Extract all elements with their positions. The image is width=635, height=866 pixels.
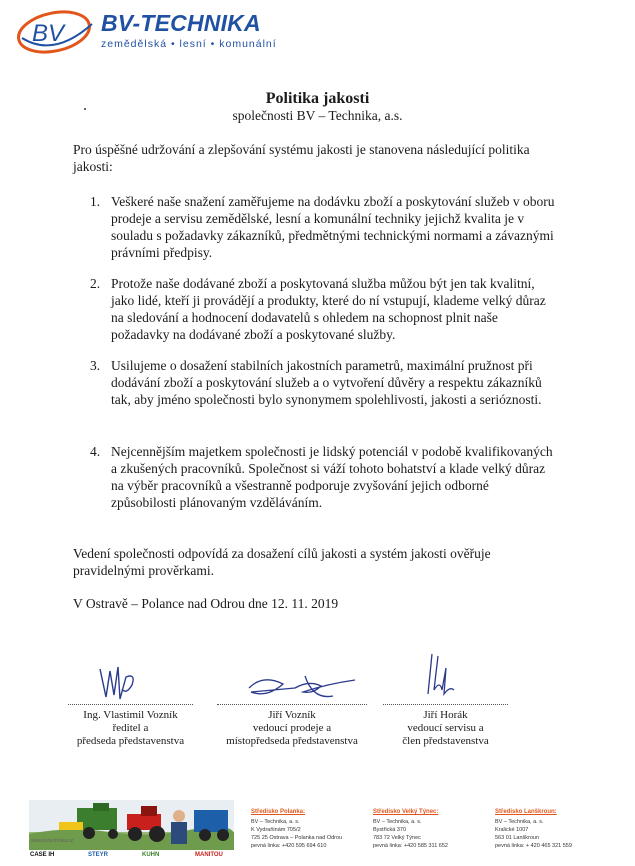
branch-line: BV – Technika, a. s. (373, 819, 422, 825)
brand-logos (30, 852, 240, 862)
brand-tagline: zemědělská • lesní • komunální (101, 38, 277, 50)
branch-line: pevná linka: + 420 465 321 559 (495, 843, 572, 849)
branch-line: BV – Technika, a. s. (251, 819, 300, 825)
branch-lanskroun (495, 808, 615, 850)
footer-url: www.bvtechnika.cz (31, 838, 74, 844)
brand-case-ih: CASE IH (30, 852, 55, 858)
branch-line: pevná linka: +420 585 311 652 (373, 843, 448, 849)
brand-manitou: MANITOU (195, 852, 223, 858)
signature-block (68, 704, 193, 748)
branch-title: Středisko Lanškroun: (495, 809, 557, 815)
policy-text: Nejcennějším majetkem společnosti je lidský potenciál v podobě kvalifikovaných a zkušených pracovníků. Společnost si váží tohoto bohatství a klade velký důraz na výběr pracovníků a všestranně podporuje zvyšování jejich odborné způsobilosti plánovaným vzděláváním. (111, 444, 553, 510)
branch-polanka (251, 808, 371, 850)
branch-line: 725 25 Ostrava – Polanka nad Odrou (251, 835, 343, 841)
branch-line: BV – Technika, a. s. (495, 819, 544, 825)
signature-block (217, 704, 367, 748)
brand-kuhn: KUHN (142, 852, 160, 858)
policy-number: 1. (90, 194, 101, 209)
place-date: V Ostravě – Polance nad Odrou dne 12. 11. 2019 (73, 596, 339, 611)
policy-number: 4. (90, 444, 101, 459)
brand-steyr: STEYR (88, 852, 109, 858)
signatory-role: ředitel a (112, 722, 149, 734)
signature-line (217, 704, 367, 705)
signatory-role: vedoucí servisu a (407, 722, 484, 734)
signatory-role: místopředseda představenstva (226, 735, 358, 747)
policy-text: Usilujeme o dosažení stabilních jakostních parametrů, maximální pružnost při dodávání zboží a poskytování služeb a o vytvoření důvěry a respektu zákazníků tak, aby jméno společnosti bylo synonymem spolehlivosti, jakosti a serióznosti. (111, 358, 542, 407)
policy-text: Protože naše dodávané zboží a poskytovaná služba můžou být jen tak kvalitní, jako lidé, kteří ji provádějí a produkty, které do ní vstupují, klademe velký důraz na sledování a hodnocení dodavatelů s ohledem na schopnost plnit naše požadavky na dodávané zboží a poskytované služby. (111, 276, 546, 342)
branch-line: 783 72 Velký Týnec (373, 835, 421, 841)
branch-line: K Vydraňinám 705/2 (251, 827, 301, 833)
signatory-name: Jiří Horák (423, 709, 468, 721)
closing-paragraph: Vedení společnosti odpovídá za dosažení cílů jakosti a systém jakosti ověřuje pravidelnými prověrkami. (73, 546, 491, 578)
signatory-name: Jiří Vozník (268, 709, 316, 721)
signatory-role: člen představenstva (402, 735, 489, 747)
document-subtitle: společnosti BV – Technika, a.s. (232, 108, 403, 123)
logo-text: BV (32, 20, 65, 47)
branch-velky-tynec (373, 808, 493, 850)
branch-line: Kralické 1007 (495, 827, 529, 833)
policy-number: 2. (90, 276, 101, 291)
intro-paragraph: Pro úspěšné udržování a zlepšování systému jakosti je stanovena následující politika jakosti: (73, 142, 530, 174)
branch-title: Středisko Velký Týnec: (373, 809, 439, 815)
bv-logo (14, 8, 98, 54)
signatory-name: Ing. Vlastimil Vozník (83, 709, 178, 721)
branch-title: Středisko Polanka: (251, 809, 306, 815)
signature-line (383, 704, 508, 705)
document-title: Politika jakosti (265, 90, 370, 107)
signature-vozník-j (243, 670, 361, 704)
signature-block (383, 704, 508, 748)
signature-vozník-v (96, 661, 144, 703)
brand-name: BV-TECHNIKA (101, 10, 261, 36)
policy-number: 3. (90, 358, 101, 373)
branch-line: Bystřická 370 (373, 827, 407, 833)
branch-line: 563 01 Lanškroun (495, 835, 540, 841)
policy-text: Veškeré naše snažení zaměřujeme na dodávku zboží a poskytování služeb v oboru prodeje a servisu zemědělské, lesní a komunální techniky jejichž kvalita je v souladu s požadavky zákazníků, předmětnými technickými normami a závaznými právními předpisy. (111, 194, 555, 260)
signature-line (68, 704, 193, 705)
signature-horak (418, 650, 458, 700)
signatory-role: vedoucí prodeje a (252, 722, 332, 734)
brand (101, 10, 277, 50)
branch-line: pevná linka: +420 595 694 610 (251, 843, 327, 849)
signatory-role: předseda představenstva (76, 735, 185, 747)
